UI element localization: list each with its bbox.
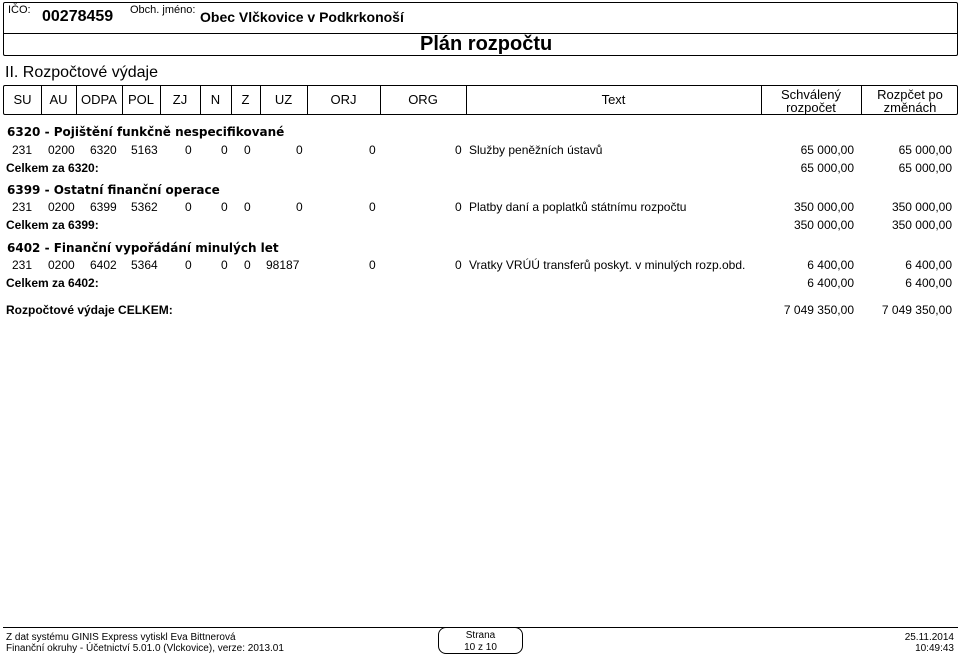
group-title: 6399 - Ostatní finanční operace (7, 183, 220, 197)
ico-value: 00278459 (42, 8, 114, 25)
col-au: AU (49, 92, 68, 107)
page-title: Plán rozpočtu (420, 33, 553, 55)
col-orj: ORJ (330, 92, 357, 107)
section-title: II. Rozpočtové výdaje (5, 64, 158, 81)
col-n: N (210, 92, 221, 107)
footer-date: 25.11.2014 (904, 632, 954, 643)
col-odpa: ODPA (81, 92, 117, 107)
group-title: 6320 - Pojištění funkčně nespecifikované (7, 125, 285, 139)
grand-total-schvaleny: 7 049 350,00 (783, 303, 854, 317)
col-text: Text (601, 92, 626, 107)
page-label: Strana (465, 630, 496, 641)
ico-label: IČO: (8, 4, 31, 16)
col-pol: POL (127, 92, 154, 107)
group-title: 6402 - Finanční vypořádání minulých let (7, 241, 279, 255)
grand-total-label: Rozpočtové výdaje CELKEM: (6, 303, 173, 317)
footer-time: 10:49:43 (915, 643, 954, 654)
col-zj: ZJ (172, 92, 188, 107)
grand-total-po-zmenach: 7 049 350,00 (881, 303, 952, 317)
page-value: 10 z 10 (464, 642, 497, 653)
col-z: Z (241, 92, 250, 107)
col-su: SU (13, 92, 32, 107)
column-header-bar (3, 85, 958, 115)
footer-printed-by: Z dat systému GINIS Express vytiskl Eva Bittnerová (6, 632, 236, 643)
footer-system-version: Finanční okruhy - Účetnictví 5.01.0 (Vlckovice), verze: 2013.01 (6, 643, 284, 654)
organization-name: Obec Vlčkovice v Podkrkonoší (200, 9, 404, 25)
page-number-box (438, 627, 523, 654)
col-schvaleny: Schválený rozpočet (781, 87, 841, 115)
col-uz: UZ (274, 92, 293, 107)
col-po-zmenach: Rozpčet po změnách (877, 87, 943, 115)
col-org: ORG (408, 92, 438, 107)
name-label: Obch. jméno: (130, 4, 196, 16)
